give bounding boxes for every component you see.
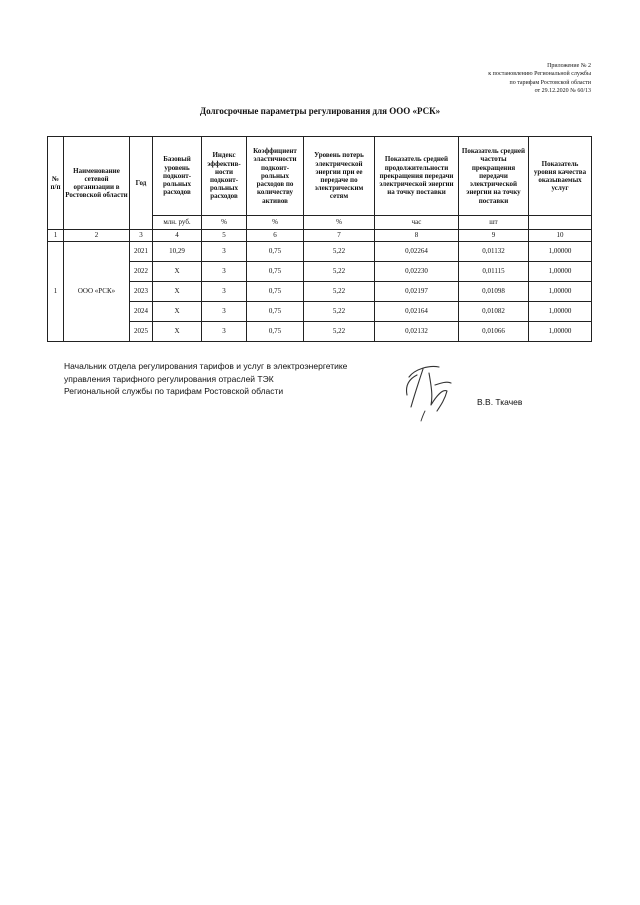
- table-cell: 3: [202, 322, 247, 342]
- table-cell: 0,01082: [459, 302, 529, 322]
- column-number: 4: [153, 230, 202, 242]
- parameters-table: [47, 136, 592, 342]
- column-number: 7: [304, 230, 375, 242]
- handwritten-signature: [395, 355, 465, 425]
- table-cell: 1,00000: [529, 302, 592, 322]
- table-cell: 0,02132: [375, 322, 459, 342]
- table-cell: 0,02164: [375, 302, 459, 322]
- col-header-losses: Уровень потерь электрической энергии при ее передаче по электрическим сетям: [304, 137, 375, 216]
- table-cell: 0,01098: [459, 282, 529, 302]
- position-line: Начальник отдела регулирования тарифов и услуг в электроэнергетике: [64, 361, 348, 371]
- table-cell: 0,75: [247, 262, 304, 282]
- org-name-cell: ООО «РСК»: [64, 242, 130, 342]
- table-row: [48, 302, 592, 322]
- column-number-row: [48, 230, 592, 242]
- col-header-base-level: Базовый уровень подконт-рольных расходов: [153, 137, 202, 216]
- unit-cell: %: [304, 216, 375, 230]
- signatory-position: [64, 360, 347, 398]
- table-cell: 0,01132: [459, 242, 529, 262]
- col-header-org: Наименование сетевой организации в Ростовской области: [64, 137, 130, 230]
- table-cell: 1,00000: [529, 262, 592, 282]
- table-cell: 0,75: [247, 322, 304, 342]
- col-header-year: Год: [130, 137, 153, 230]
- position-line: Региональной службы по тарифам Ростовской области: [64, 386, 284, 396]
- appendix-line: Приложение № 2: [547, 63, 591, 69]
- col-header-efficiency-index: Индекс эффектив-ности подконт-рольных расходов: [202, 137, 247, 216]
- appendix-line: к постановлению Региональной службы: [488, 71, 591, 78]
- table-cell: X: [153, 322, 202, 342]
- col-header-frequency: Показатель средней частоты прекращения передачи электрической энергии на точку поставки: [459, 137, 529, 216]
- column-number: 3: [130, 230, 153, 242]
- table-row: [48, 282, 592, 302]
- table-cell: 0,01066: [459, 322, 529, 342]
- table-cell: X: [153, 262, 202, 282]
- table-cell: 0,01115: [459, 262, 529, 282]
- document-title: Долгосрочные параметры регулирования для ООО «РСК»: [199, 106, 441, 116]
- position-line: управления тарифного регулирования отраслей ТЭК: [64, 373, 274, 384]
- col-header-duration: Показатель средней продолжительности прекращения передачи электрической энергии на точку поставки: [375, 137, 459, 216]
- unit-cell: час: [375, 216, 459, 230]
- table-cell: 3: [202, 262, 247, 282]
- table-cell: 5,22: [304, 282, 375, 302]
- column-number: 2: [64, 230, 130, 242]
- table-cell: 1,00000: [529, 242, 592, 262]
- col-header-quality: Показатель уровня качества оказываемых услуг: [529, 137, 592, 216]
- table-cell: 0,02264: [375, 242, 459, 262]
- unit-cell: %: [247, 216, 304, 230]
- table-cell: 2022: [130, 262, 153, 282]
- table-cell: 0,75: [247, 242, 304, 262]
- table-row: [48, 242, 592, 262]
- table-cell: 2023: [130, 282, 153, 302]
- appendix-line: по тарифам Ростовской области: [509, 79, 591, 86]
- row-index-cell: 1: [48, 242, 64, 342]
- table-cell: 0,02197: [375, 282, 459, 302]
- table-cell: 5,22: [304, 322, 375, 342]
- table-cell: 1,00000: [529, 322, 592, 342]
- table-cell: 5,22: [304, 262, 375, 282]
- col-header-elasticity: Коэффициент эластичности подконт-рольных расходов по количеству активов: [247, 137, 304, 216]
- unit-cell: млн. руб.: [153, 216, 202, 230]
- unit-cell: [529, 216, 592, 230]
- column-number: 6: [247, 230, 304, 242]
- appendix-note: [488, 62, 591, 96]
- signatory-name: В.В. Ткачев: [477, 397, 523, 407]
- table-cell: 3: [202, 242, 247, 262]
- column-number: 9: [459, 230, 529, 242]
- column-number: 10: [529, 230, 592, 242]
- table-cell: 2021: [130, 242, 153, 262]
- table-cell: 5,22: [304, 302, 375, 322]
- appendix-line: от 29.12.2020 № 60/13: [534, 88, 591, 95]
- table-cell: 2025: [130, 322, 153, 342]
- column-number: 8: [375, 230, 459, 242]
- column-number: 5: [202, 230, 247, 242]
- header-row: [48, 137, 592, 216]
- table-cell: 3: [202, 302, 247, 322]
- table-cell: 1,00000: [529, 282, 592, 302]
- table-row: [48, 262, 592, 282]
- table-cell: 5,22: [304, 242, 375, 262]
- table-cell: 0,02230: [375, 262, 459, 282]
- table-cell: 3: [202, 282, 247, 302]
- table-cell: X: [153, 282, 202, 302]
- table-cell: 0,75: [247, 282, 304, 302]
- table-cell: 2024: [130, 302, 153, 322]
- unit-cell: %: [202, 216, 247, 230]
- table-cell: X: [153, 302, 202, 322]
- column-number: 1: [48, 230, 64, 242]
- table-cell: 10,29: [153, 242, 202, 262]
- col-header-index: № п/п: [48, 137, 64, 230]
- unit-cell: шт: [459, 216, 529, 230]
- table-cell: 0,75: [247, 302, 304, 322]
- table-row: [48, 322, 592, 342]
